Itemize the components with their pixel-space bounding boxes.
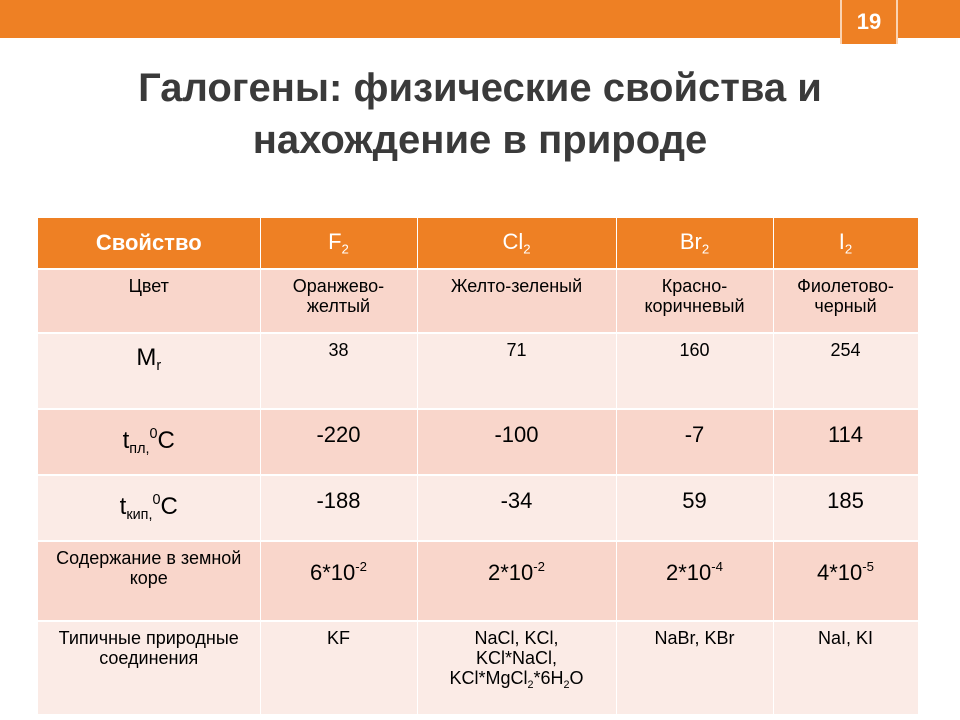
header-property: Свойство: [38, 218, 260, 269]
cell-value: NaCl, KCl, KCl*NaCl, $KCl*MgCl_2*6H_2O$: [417, 621, 616, 715]
slide-number: 19: [840, 0, 898, 44]
row-melting-point: [38, 409, 918, 475]
cell-value: KF: [260, 621, 417, 715]
row-label: $t_{кип,}^0C$: [38, 475, 260, 541]
cell-value: 38: [260, 333, 417, 409]
cell-value: NaI, KI: [773, 621, 918, 715]
cell-value: $6*10^{-2}$: [260, 541, 417, 621]
header-br2: $Br_2$: [616, 218, 773, 269]
cell-value: NaBr, KBr: [616, 621, 773, 715]
cell-value: Оранжево-желтый: [260, 269, 417, 333]
row-label: Содержание в земной коре: [38, 541, 260, 621]
cell-value: $2*10^{-2}$: [417, 541, 616, 621]
halogens-table: [38, 218, 919, 716]
cell-value: 71: [417, 333, 616, 409]
title-line-2: нахождение в природе: [252, 118, 708, 162]
title-line-1: Галогены: физические свойства и: [138, 66, 822, 110]
cell-value: 254: [773, 333, 918, 409]
cell-value: $4*10^{-5}$: [773, 541, 918, 621]
row-label: Цвет: [38, 269, 260, 333]
cell-value: 160: [616, 333, 773, 409]
cell-value: $2*10^{-4}$: [616, 541, 773, 621]
cell-value: 59: [616, 475, 773, 541]
cell-value: -7: [616, 409, 773, 475]
cell-value: Красно-коричневый: [616, 269, 773, 333]
row-label: $M_r$: [38, 333, 260, 409]
header-f2: $F_2$: [260, 218, 417, 269]
top-accent-bar: [0, 0, 960, 38]
cell-value: -34: [417, 475, 616, 541]
row-label: $t_{пл,}^0C$: [38, 409, 260, 475]
cell-value: 185: [773, 475, 918, 541]
row-label: Типичные природные соединения: [38, 621, 260, 715]
header-row: [38, 218, 918, 269]
cell-value: Фиолетово-черный: [773, 269, 918, 333]
slide-title: [40, 62, 920, 166]
row-natural-compounds: [38, 621, 918, 715]
row-boiling-point: [38, 475, 918, 541]
row-earth-crust-content: [38, 541, 918, 621]
cell-value: -100: [417, 409, 616, 475]
header-i2: $I_2$: [773, 218, 918, 269]
cell-value: -188: [260, 475, 417, 541]
row-color: [38, 269, 918, 333]
row-molar-mass: [38, 333, 918, 409]
header-cl2: $Cl_2$: [417, 218, 616, 269]
cell-value: -220: [260, 409, 417, 475]
cell-value: Желто-зеленый: [417, 269, 616, 333]
cell-value: 114: [773, 409, 918, 475]
